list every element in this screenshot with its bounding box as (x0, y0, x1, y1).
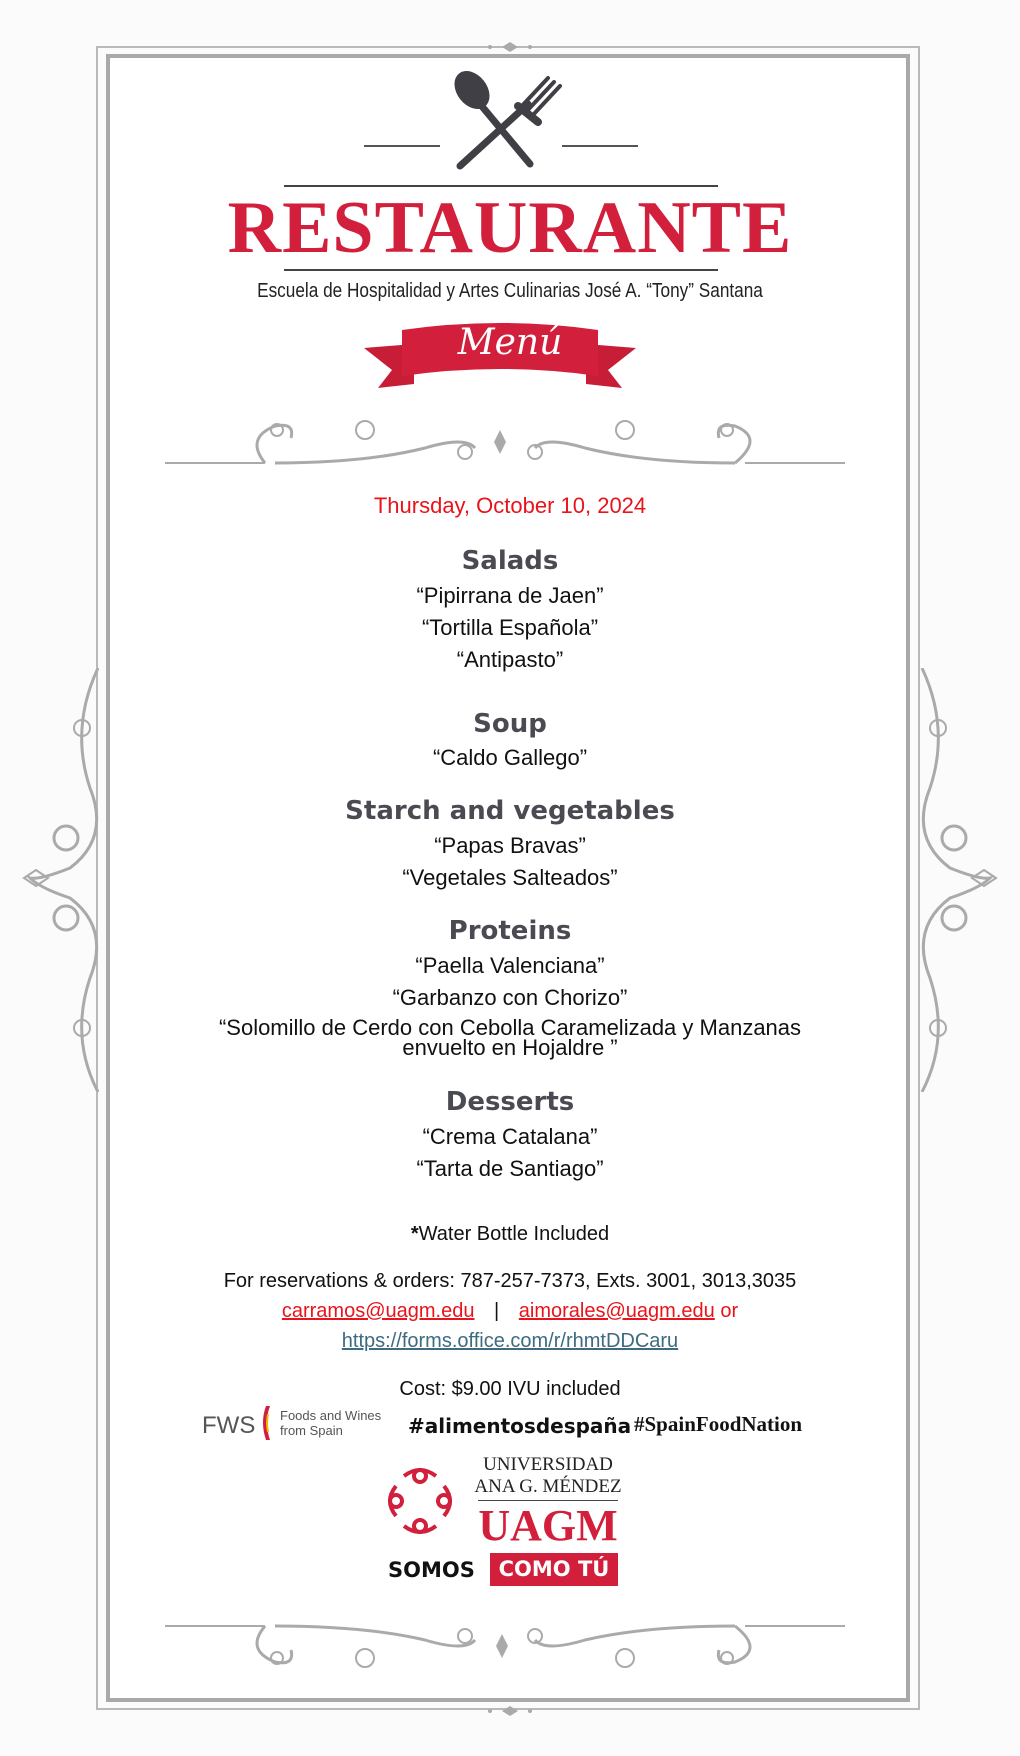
fws-line2: from Spain (280, 1423, 343, 1438)
section-heading-salads: Salads (461, 546, 559, 576)
scroll-ornament-icon (165, 408, 845, 472)
water-note-star: * (410, 1223, 419, 1245)
reservations-text: For reservations & orders: 787-257-7373, Exts. 3001, 3013,3035 (223, 1270, 797, 1292)
section-heading-starch: Starch and vegetables (345, 796, 675, 826)
menu-item: “Vegetales Salteados” (402, 865, 618, 890)
spainfood-hashtag: #SpainFoodNation (634, 1412, 803, 1436)
email-link-aimorales[interactable]: aimorales@uagm.edu (518, 1300, 715, 1322)
contact-emails (0, 1300, 1020, 1323)
somos-text: SOMOS (388, 1558, 475, 1582)
water-note-text: Water Bottle Included (418, 1223, 610, 1245)
uagm-abbr: UAGM (478, 1501, 618, 1550)
menu-item: “Garbanzo con Chorizo” (392, 985, 628, 1010)
frame-bottom-accent-icon (478, 1704, 542, 1718)
section-heading-soup: Soup (473, 709, 547, 739)
menu-item: “Caldo Gallego” (432, 745, 588, 770)
uagm-emblem-icon (384, 1464, 456, 1538)
email-link-carramos[interactable]: carramos@uagm.edu (281, 1300, 475, 1322)
como-tu-badge: COMO TÚ (490, 1553, 618, 1586)
section-heading-proteins: Proteins (448, 916, 572, 946)
menu-item: “Paella Valenciana” (415, 953, 605, 978)
menu-item: “Papas Bravas” (434, 833, 586, 858)
form-link-row (0, 1330, 1020, 1353)
menu-item: “Antipasto” (456, 647, 564, 672)
menu-item: “Solomillo de Cerdo con Cebolla Caramelizada y Manzanas (218, 1015, 802, 1040)
fws-flag-icon (260, 1406, 272, 1440)
menu-date: Thursday, October 10, 2024 (373, 493, 647, 518)
uagm-line2: ANA G. MÉNDEZ (474, 1476, 622, 1497)
menu-item: “Crema Catalana” (422, 1124, 598, 1149)
menu-item: “Tarta de Santiago” (416, 1156, 604, 1181)
cost-text: Cost: $9.00 IVU included (399, 1378, 621, 1400)
reservation-form-link[interactable]: https://forms.office.com/r/rhmtDDCaru (341, 1330, 679, 1352)
spoon-fork-icon (360, 68, 660, 172)
uagm-line1: UNIVERSIDAD (483, 1454, 613, 1475)
fws-logo (202, 1404, 392, 1444)
fws-abbr: FWS (202, 1412, 256, 1439)
school-name: Escuela de Hospitalidad y Artes Culinarias José A. “Tony” Santana (257, 280, 763, 302)
frame-top-accent-icon (478, 40, 542, 54)
fws-line1: Foods and Wines (280, 1408, 382, 1423)
menu-banner-label: Menú (457, 322, 563, 363)
scroll-ornament-bottom-icon (165, 1616, 845, 1680)
menu-item: “Pipirrana de Jaen” (416, 583, 604, 608)
title-rule-bottom (284, 269, 718, 271)
page-title: RESTAURANTE (227, 187, 793, 269)
menu-item: envuelto en Hojaldre ” (402, 1035, 618, 1060)
or-text: or (720, 1300, 739, 1322)
water-note (0, 1223, 1020, 1246)
menu-item: “Tortilla Española” (421, 615, 599, 640)
section-heading-desserts: Desserts (445, 1087, 575, 1117)
alimentos-hashtag: #alimentosdespaña (408, 1414, 632, 1438)
email-separator: | (494, 1300, 500, 1322)
